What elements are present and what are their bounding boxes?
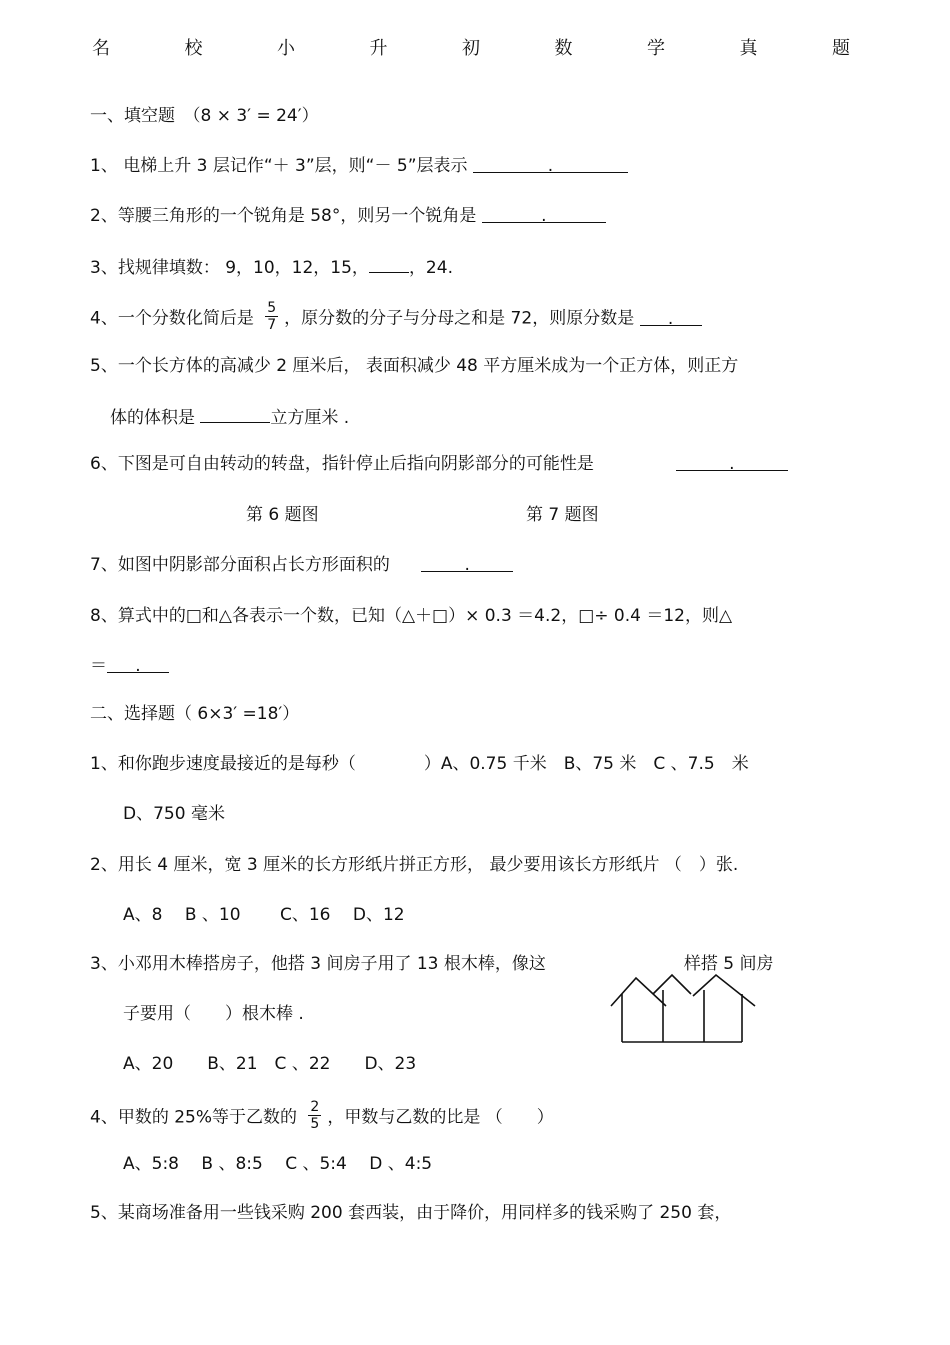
question-3-post: ，24. [408, 258, 453, 278]
question-3 [90, 254, 453, 280]
choice-3-line-2: 子要用（ ）根木棒 . [123, 1004, 304, 1024]
question-3-pre: 3、找规律填数： 9，10，12，15， [90, 258, 369, 278]
choice-4-options: A、5:8 B 、8:5 C 、5:4 D 、4:5 [123, 1154, 433, 1174]
section-fill-heading: 一、填空题 （8 × 3′ = 24′） [90, 106, 319, 126]
question-5-line-1: 5、一个长方体的高减少 2 厘米后， 表面积减少 48 平方厘米成为一个正方体，则正方 [90, 356, 739, 376]
title-char: 初 [462, 38, 480, 59]
question-2 [90, 204, 606, 228]
figure-7-caption: 第 7 题图 [526, 505, 599, 525]
question-6-text: 6、下图是可自由转动的转盘，指针停止后指向阴影部分的可能性是 [90, 454, 594, 474]
fraction-numerator: 2 [310, 1099, 320, 1115]
question-1 [90, 154, 628, 178]
fraction-denominator: 7 [267, 317, 277, 333]
question-4 [90, 302, 702, 335]
choice-4-line-1 [90, 1101, 554, 1134]
answer-blank[interactable]: . [640, 307, 702, 326]
answer-blank[interactable]: . [482, 204, 606, 223]
section-choice-heading: 二、选择题（ 6×3′ =18′） [90, 704, 300, 724]
choice-4-post: ，甲数与乙数的比是 （ ） [327, 1107, 554, 1128]
question-5-line-2 [110, 404, 349, 430]
question-4-pre: 4、一个分数化简后是 [90, 308, 260, 329]
house-roof-left [611, 978, 666, 1006]
answer-blank[interactable]: . [107, 654, 169, 673]
title-char: 小 [277, 38, 295, 59]
question-4-post: ，原分数的分子与分母之和是 72，则原分数是 [284, 308, 640, 329]
answer-blank[interactable]: . [421, 553, 513, 572]
question-8-pre: ＝ [90, 656, 107, 676]
title-char: 名 [92, 38, 110, 59]
question-7-text: 7、如图中阴影部分面积占长方形面积的 [90, 555, 396, 575]
choice-1-line-2: D、750 毫米 [123, 804, 225, 824]
fraction-numerator: 5 [267, 300, 277, 316]
title-char: 真 [739, 38, 758, 59]
house-roof-middle [653, 975, 691, 994]
choice-4-pre: 4、甲数的 25%等于乙数的 [90, 1107, 303, 1128]
choice-2-line-1: 2、用长 4 厘米，宽 3 厘米的长方形纸片拼正方形， 最少要用该长方形纸片 （ ）张. [90, 855, 739, 875]
answer-blank[interactable]: . [676, 452, 788, 471]
choice-5-line-1: 5、某商场准备用一些钱采购 200 套西装，由于降价，用同样多的钱采购了 250 套， [90, 1203, 732, 1223]
answer-blank[interactable] [200, 404, 270, 423]
figure-6-caption: 第 6 题图 [246, 505, 319, 525]
page-title [92, 34, 850, 58]
question-1-text: 1、 电梯上升 3 层记作“＋ 3”层，则“－ 5”层表示 [90, 156, 473, 176]
house-roof-right [693, 975, 755, 1006]
question-7 [90, 553, 513, 577]
title-char: 数 [554, 38, 573, 59]
answer-blank[interactable]: . [473, 154, 628, 173]
title-char: 题 [832, 38, 850, 59]
title-char: 校 [184, 38, 203, 59]
choice-2-options: A、8 B 、10 C、16 D、12 [123, 905, 405, 925]
fraction [265, 300, 278, 333]
houses-figure [608, 970, 758, 1046]
title-char: 学 [647, 38, 665, 59]
question-5-post: 立方厘米 . [270, 408, 350, 428]
answer-blank[interactable] [369, 254, 409, 273]
question-8-line-2 [90, 654, 169, 678]
question-6 [90, 452, 788, 476]
question-5-pre: 体的体积是 [110, 408, 201, 428]
fraction-denominator: 5 [310, 1116, 320, 1132]
choice-3-options: A、20 B、21 C 、22 D、23 [123, 1054, 417, 1074]
fraction [308, 1099, 321, 1132]
choice-3-pre: 3、小邓用木棒搭房子，他搭 3 间房子用了 13 根木棒，像这 [90, 954, 546, 974]
title-char: 升 [369, 38, 388, 59]
choice-3-post: 样搭 5 间房 [683, 954, 774, 974]
question-8-line-1: 8、算式中的□和△各表示一个数，已知（△＋□）× 0.3 ＝4.2，□÷ 0.4 ＝12，则△ [90, 606, 733, 626]
choice-1-line-1: 1、和你跑步速度最接近的是每秒（ ）A、0.75 千米 B、75 米 C 、7.5 米 [90, 754, 749, 774]
question-2-text: 2、等腰三角形的一个锐角是 58°，则另一个锐角是 [90, 206, 482, 226]
